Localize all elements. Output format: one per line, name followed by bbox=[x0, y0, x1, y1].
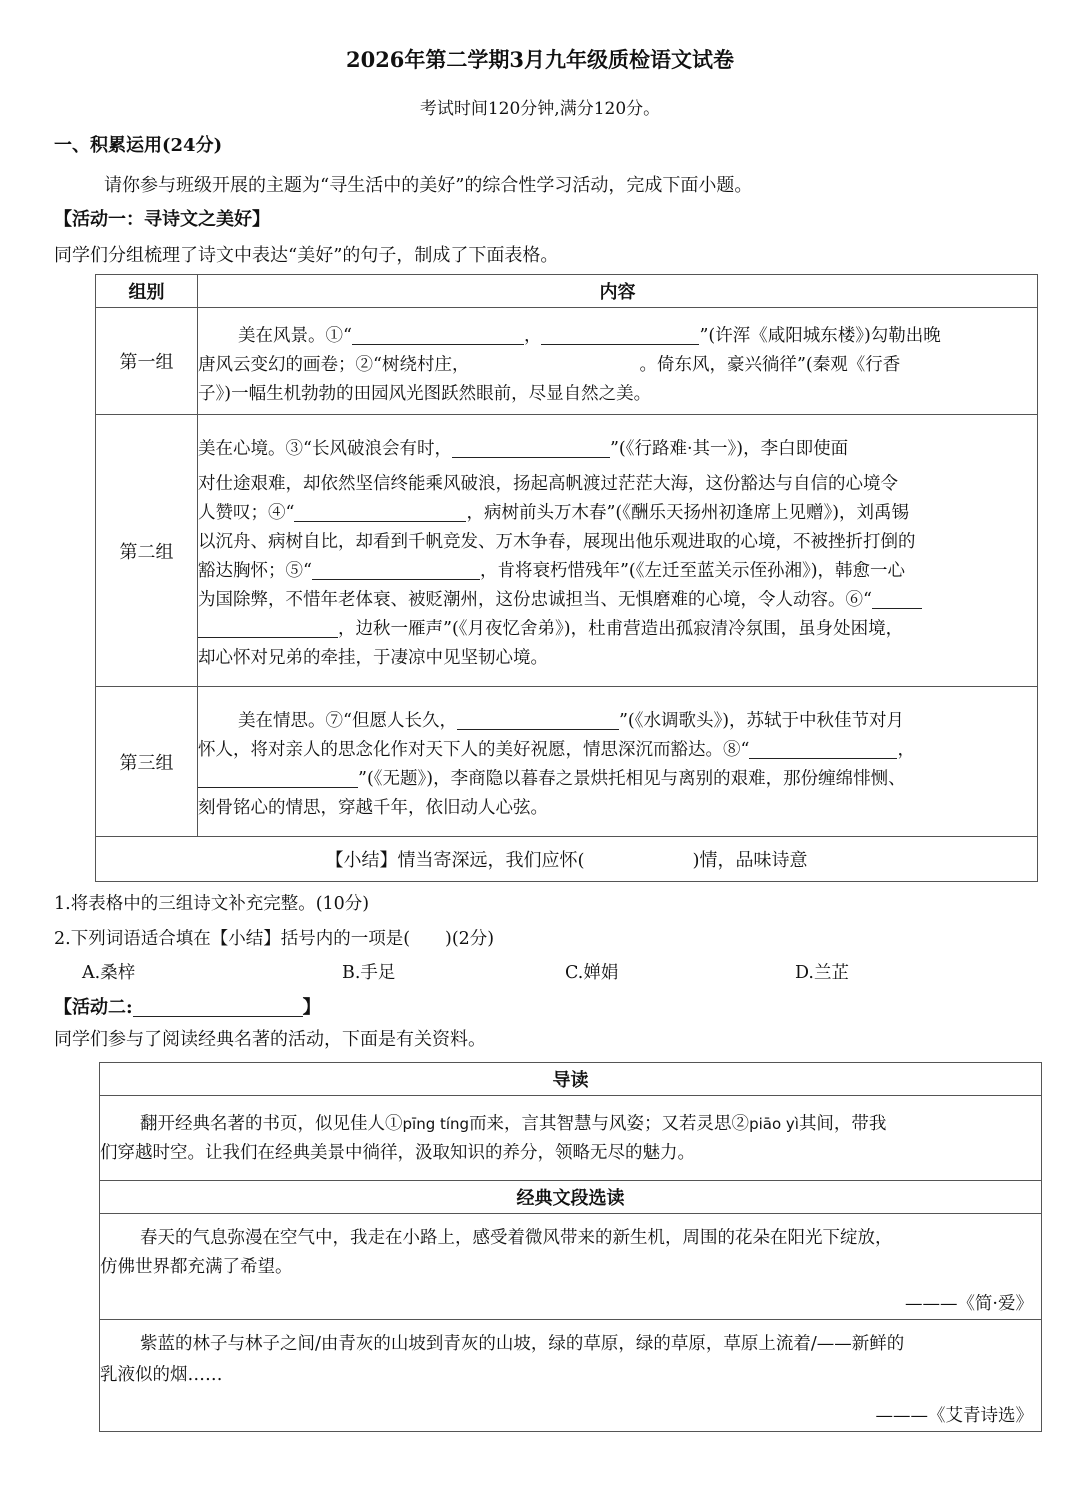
activity2-desc: 同学们参与了阅读经典名著的活动，下面是有关资料。 bbox=[54, 1029, 486, 1050]
group-name: 第三组 bbox=[96, 687, 198, 837]
answer-blank[interactable] bbox=[352, 325, 524, 344]
answer-blank[interactable] bbox=[541, 325, 699, 344]
group-content: 美在心境。③“长风破浪会有时， ”(《行路难·其一》)，李白即使面 对仕途艰难，却依然坚信终能乘风破浪，扬起高帆渡过茫茫大海，这份豁达与自信的心境令 人赞叹；④“ ，病树前头万木春”(《酬乐天扬州初逢席上见赠》)，刘禹锡 以沉舟、病树自比，却看到千帆竞发、万木争春，展现出他乐观进取的心境，不被挫折打倒的 豁达胸怀；⑤“ ，肯将衰朽惜残年”(《左迁至蓝关示侄孙湘》)，韩愈一心 为国除弊，不惜年老体衰、被贬潮州，这份忠诚担当、无惧磨难的心境，令人动容。⑥“ ，边秋一雁声”(《月夜忆舍弟》)，杜甫营造出孤寂清冷氛围，虽身处困境， 却心怀对兄弟的牵挂，于凄凉中见坚韧心境。 bbox=[198, 415, 1038, 687]
col-header-group: 组别 bbox=[96, 275, 198, 308]
poetry-table bbox=[95, 274, 1038, 882]
option-d[interactable]: D.兰芷 bbox=[795, 963, 849, 983]
table-row bbox=[96, 308, 1038, 415]
excerpt-source: ———《艾青诗选》 bbox=[875, 1406, 1033, 1426]
pinyin: pīng tíng bbox=[402, 1115, 470, 1133]
group-name: 第一组 bbox=[96, 308, 198, 415]
table-summary: 【小结】情当寄深远，我们应怀( )情，品味诗意 bbox=[96, 837, 1038, 882]
activity1-title: 【活动一：寻诗文之美好】 bbox=[54, 209, 270, 230]
guide-header: 导读 bbox=[100, 1063, 1042, 1096]
answer-blank[interactable] bbox=[198, 768, 358, 787]
answer-blank[interactable] bbox=[469, 354, 639, 373]
answer-blank[interactable] bbox=[133, 997, 303, 1017]
option-c[interactable]: C.婵娟 bbox=[565, 963, 619, 983]
group-name: 第二组 bbox=[96, 415, 198, 687]
excerpt-source: ———《简·爱》 bbox=[904, 1294, 1033, 1314]
excerpt-jane-eyre: 春天的气息弥漫在空气中，我走在小路上，感受着微风带来的新生机，周围的花朵在阳光下绽放， 仿佛世界都充满了希望。 ———《简·爱》 bbox=[100, 1214, 1042, 1320]
col-header-content: 内容 bbox=[198, 275, 1038, 308]
group-content: 美在风景。①“ ， ”(许浑《咸阳城东楼》)勾勒出晚 唐风云变幻的画卷；②“树绕村庄， 。倚东风，豪兴徜徉”(秦观《行香 子》)一幅生机勃勃的田园风光图跃然眼前，尽显自然之美。 bbox=[198, 308, 1038, 415]
section-heading: 一、积累运用(24分) bbox=[54, 135, 223, 156]
option-b[interactable]: B.手足 bbox=[342, 963, 396, 983]
excerpt-aiqing: 紫蓝的林子与林子之间/由青灰的山坡到青灰的山坡，绿的草原，绿的草原，草原上流着/——新鲜的 乳液似的烟…… ———《艾青诗选》 bbox=[100, 1320, 1042, 1432]
table-row bbox=[96, 687, 1038, 837]
guide-text: 翻开经典名著的书页，似见佳人①pīng tíng而来，言其智慧与风姿；又若灵思②piāo yì其间，带我 们穿越时空。让我们在经典美景中徜徉，汲取知识的养分，领略无尽的魅力。 bbox=[100, 1096, 1042, 1181]
option-a[interactable]: A.桑梓 bbox=[82, 963, 136, 983]
page-title: 2026年第二学期3月九年级质检语文试卷 bbox=[345, 47, 735, 72]
answer-blank[interactable] bbox=[749, 739, 897, 758]
answer-blank[interactable] bbox=[457, 710, 619, 729]
activity1-desc: 同学们分组梳理了诗文中表达“美好”的句子，制成了下面表格。 bbox=[54, 245, 559, 266]
answer-blank[interactable] bbox=[312, 560, 480, 579]
table-row bbox=[96, 837, 1038, 882]
question-1: 1.将表格中的三组诗文补充完整。(10分) bbox=[54, 894, 370, 914]
exam-info: 考试时间120分钟,满分120分。 bbox=[419, 99, 661, 119]
pinyin: piāo yì bbox=[749, 1115, 799, 1133]
answer-blank[interactable] bbox=[452, 438, 610, 457]
answer-blank[interactable] bbox=[198, 618, 338, 637]
section-intro: 请你参与班级开展的主题为“寻生活中的美好”的综合性学习活动，完成下面小题。 bbox=[104, 175, 753, 196]
reading-table bbox=[99, 1062, 1042, 1432]
excerpt-header: 经典文段选读 bbox=[100, 1181, 1042, 1214]
question-2: 2.下列词语适合填在【小结】括号内的一项是( )(2分) bbox=[54, 929, 495, 949]
answer-blank[interactable] bbox=[872, 589, 922, 608]
table-row bbox=[96, 415, 1038, 687]
activity2-title: 【活动二: 】 bbox=[54, 997, 321, 1018]
answer-blank[interactable] bbox=[294, 502, 466, 521]
group-content: 美在情思。⑦“但愿人长久， ”(《水调歌头》)，苏轼于中秋佳节对月 怀人，将对亲人的思念化作对天下人的美好祝愿，情思深沉而豁达。⑧“ ， ”(《无题》)，李商隐以暮春之景烘托相见与离别的艰难，那份缠绵悱恻、 刻骨铭心的情思，穿越千年，依旧动人心弦。 bbox=[198, 687, 1038, 837]
